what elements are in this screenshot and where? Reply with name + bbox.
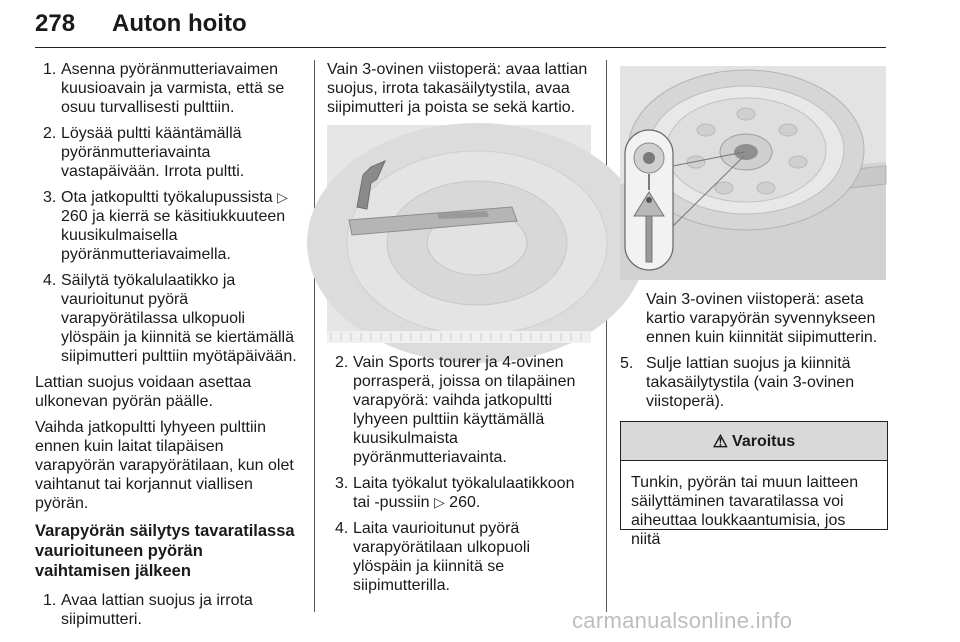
step-number: 4. bbox=[335, 520, 349, 537]
step-number: 2. bbox=[43, 125, 57, 142]
step-text: Vain Sports tourer ja 4-ovinen porrasperä, joissa on tilapäinen varapyörä: vaihda jatkopultti lyhyeen pulttiin käyttämällä kuusikulmaista pyöränmutteriavainta. bbox=[353, 354, 576, 466]
spare-wheel-tools-figure bbox=[327, 125, 593, 343]
step-number: 1. bbox=[43, 592, 57, 609]
warning-icon: ⚠ bbox=[712, 431, 729, 451]
warning-title: Varoitus bbox=[732, 432, 796, 450]
page-number: 278 bbox=[35, 10, 76, 37]
list-item bbox=[35, 188, 301, 264]
step-number: 2. bbox=[335, 354, 349, 371]
step-text: Sulje lattian suojus ja kiinnitä takasäilytystila (vain 3-ovinen viistoperä). bbox=[646, 355, 855, 410]
step-text: Avaa lattian suojus ja irrota siipimutteri. bbox=[61, 592, 253, 628]
warning-body: Tunkin, pyörän tai muun laitteen säilyttäminen tavaratilassa voi aiheuttaa loukkaantumisia, jos niitä bbox=[631, 474, 859, 548]
column-2 bbox=[327, 60, 593, 602]
list-item bbox=[327, 474, 593, 512]
column-divider bbox=[314, 60, 315, 612]
list-item bbox=[35, 60, 301, 117]
step-text: Löysää pultti kääntämällä pyöränmutteriavainta vastapäivään. Irrota pultti. bbox=[61, 125, 245, 180]
warning-header bbox=[621, 422, 887, 461]
step-text: Ota jatkopultti työkalupussista bbox=[61, 189, 273, 206]
spare-wheel-cone-figure bbox=[620, 66, 886, 280]
step-number: 5. bbox=[620, 355, 634, 372]
step-text: Asenna pyöränmutteriavaimen kuusioavain ja varmista, että se osuu turvallisesti pulttiin. bbox=[61, 61, 285, 116]
header-rule bbox=[35, 47, 886, 48]
step-number: 1. bbox=[43, 61, 57, 78]
paragraph: Vain 3-ovinen viistoperä: avaa lattian suojus, irrota takasäilytystila, avaa siipimutteri ja poista se sekä kartio. bbox=[327, 61, 588, 116]
paragraph: Lattian suojus voidaan asettaa ulkonevan pyörän päälle. bbox=[35, 374, 252, 410]
paragraph: Vaihda jatkopultti lyhyeen pulttiin ennen kuin laitat tilapäisen varapyörän varapyörätilaan, kun olet vaihtanut tai korjannut viallisen pyörän. bbox=[35, 419, 294, 512]
page-reference-link[interactable]: 260 bbox=[61, 208, 88, 225]
step-text: Laita työkalut työkalulaatikkoon tai -pussiin bbox=[353, 475, 575, 511]
spare-wheel-tools-illustration bbox=[327, 125, 591, 343]
watermark: carmanualsonline.info bbox=[572, 608, 793, 633]
step-number: 3. bbox=[335, 475, 349, 492]
section-heading: Varapyörän säilytys tavaratilassa vaurioituneen pyörän vaihtamisen jälkeen bbox=[35, 522, 295, 580]
list-item bbox=[35, 591, 301, 629]
step-text: ja kierrä se käsitiukkuuteen kuusikulmaisella pyöränmutteriavaimella. bbox=[61, 208, 286, 263]
triangle-arrow-icon: ▷ bbox=[277, 189, 288, 205]
list-item bbox=[327, 519, 593, 595]
figure-caption: Vain 3-ovinen viistoperä: aseta kartio varapyörän syvennykseen ennen kuin kiinnität siipimutterin. bbox=[646, 291, 878, 346]
list-item bbox=[35, 271, 301, 366]
column-3 bbox=[620, 60, 886, 548]
step-number: 3. bbox=[43, 189, 57, 206]
page-title: Auton hoito bbox=[112, 10, 247, 37]
step-text: Säilytä työkalulaatikko ja vaurioitunut pyörä varapyörätilassa ulkopuoli ylöspäin ja kiinnitä se kiertämällä siipimutteri pulttiin myötäpäivään. bbox=[61, 272, 297, 365]
page-reference-link[interactable]: 260. bbox=[449, 494, 481, 511]
spare-wheel-cone-illustration bbox=[620, 66, 886, 280]
column-divider bbox=[606, 60, 607, 612]
list-item bbox=[327, 353, 593, 467]
list-item bbox=[35, 124, 301, 181]
column-1 bbox=[35, 60, 301, 636]
page-header bbox=[35, 6, 886, 50]
triangle-arrow-icon: ▷ bbox=[433, 494, 445, 510]
step-number: 4. bbox=[43, 272, 57, 289]
warning-box bbox=[620, 421, 888, 548]
list-item bbox=[620, 354, 886, 411]
step-text: Laita vaurioitunut pyörä varapyörätilaan ulkopuoli ylöspäin ja kiinnitä se siipimutterilla. bbox=[353, 520, 530, 594]
